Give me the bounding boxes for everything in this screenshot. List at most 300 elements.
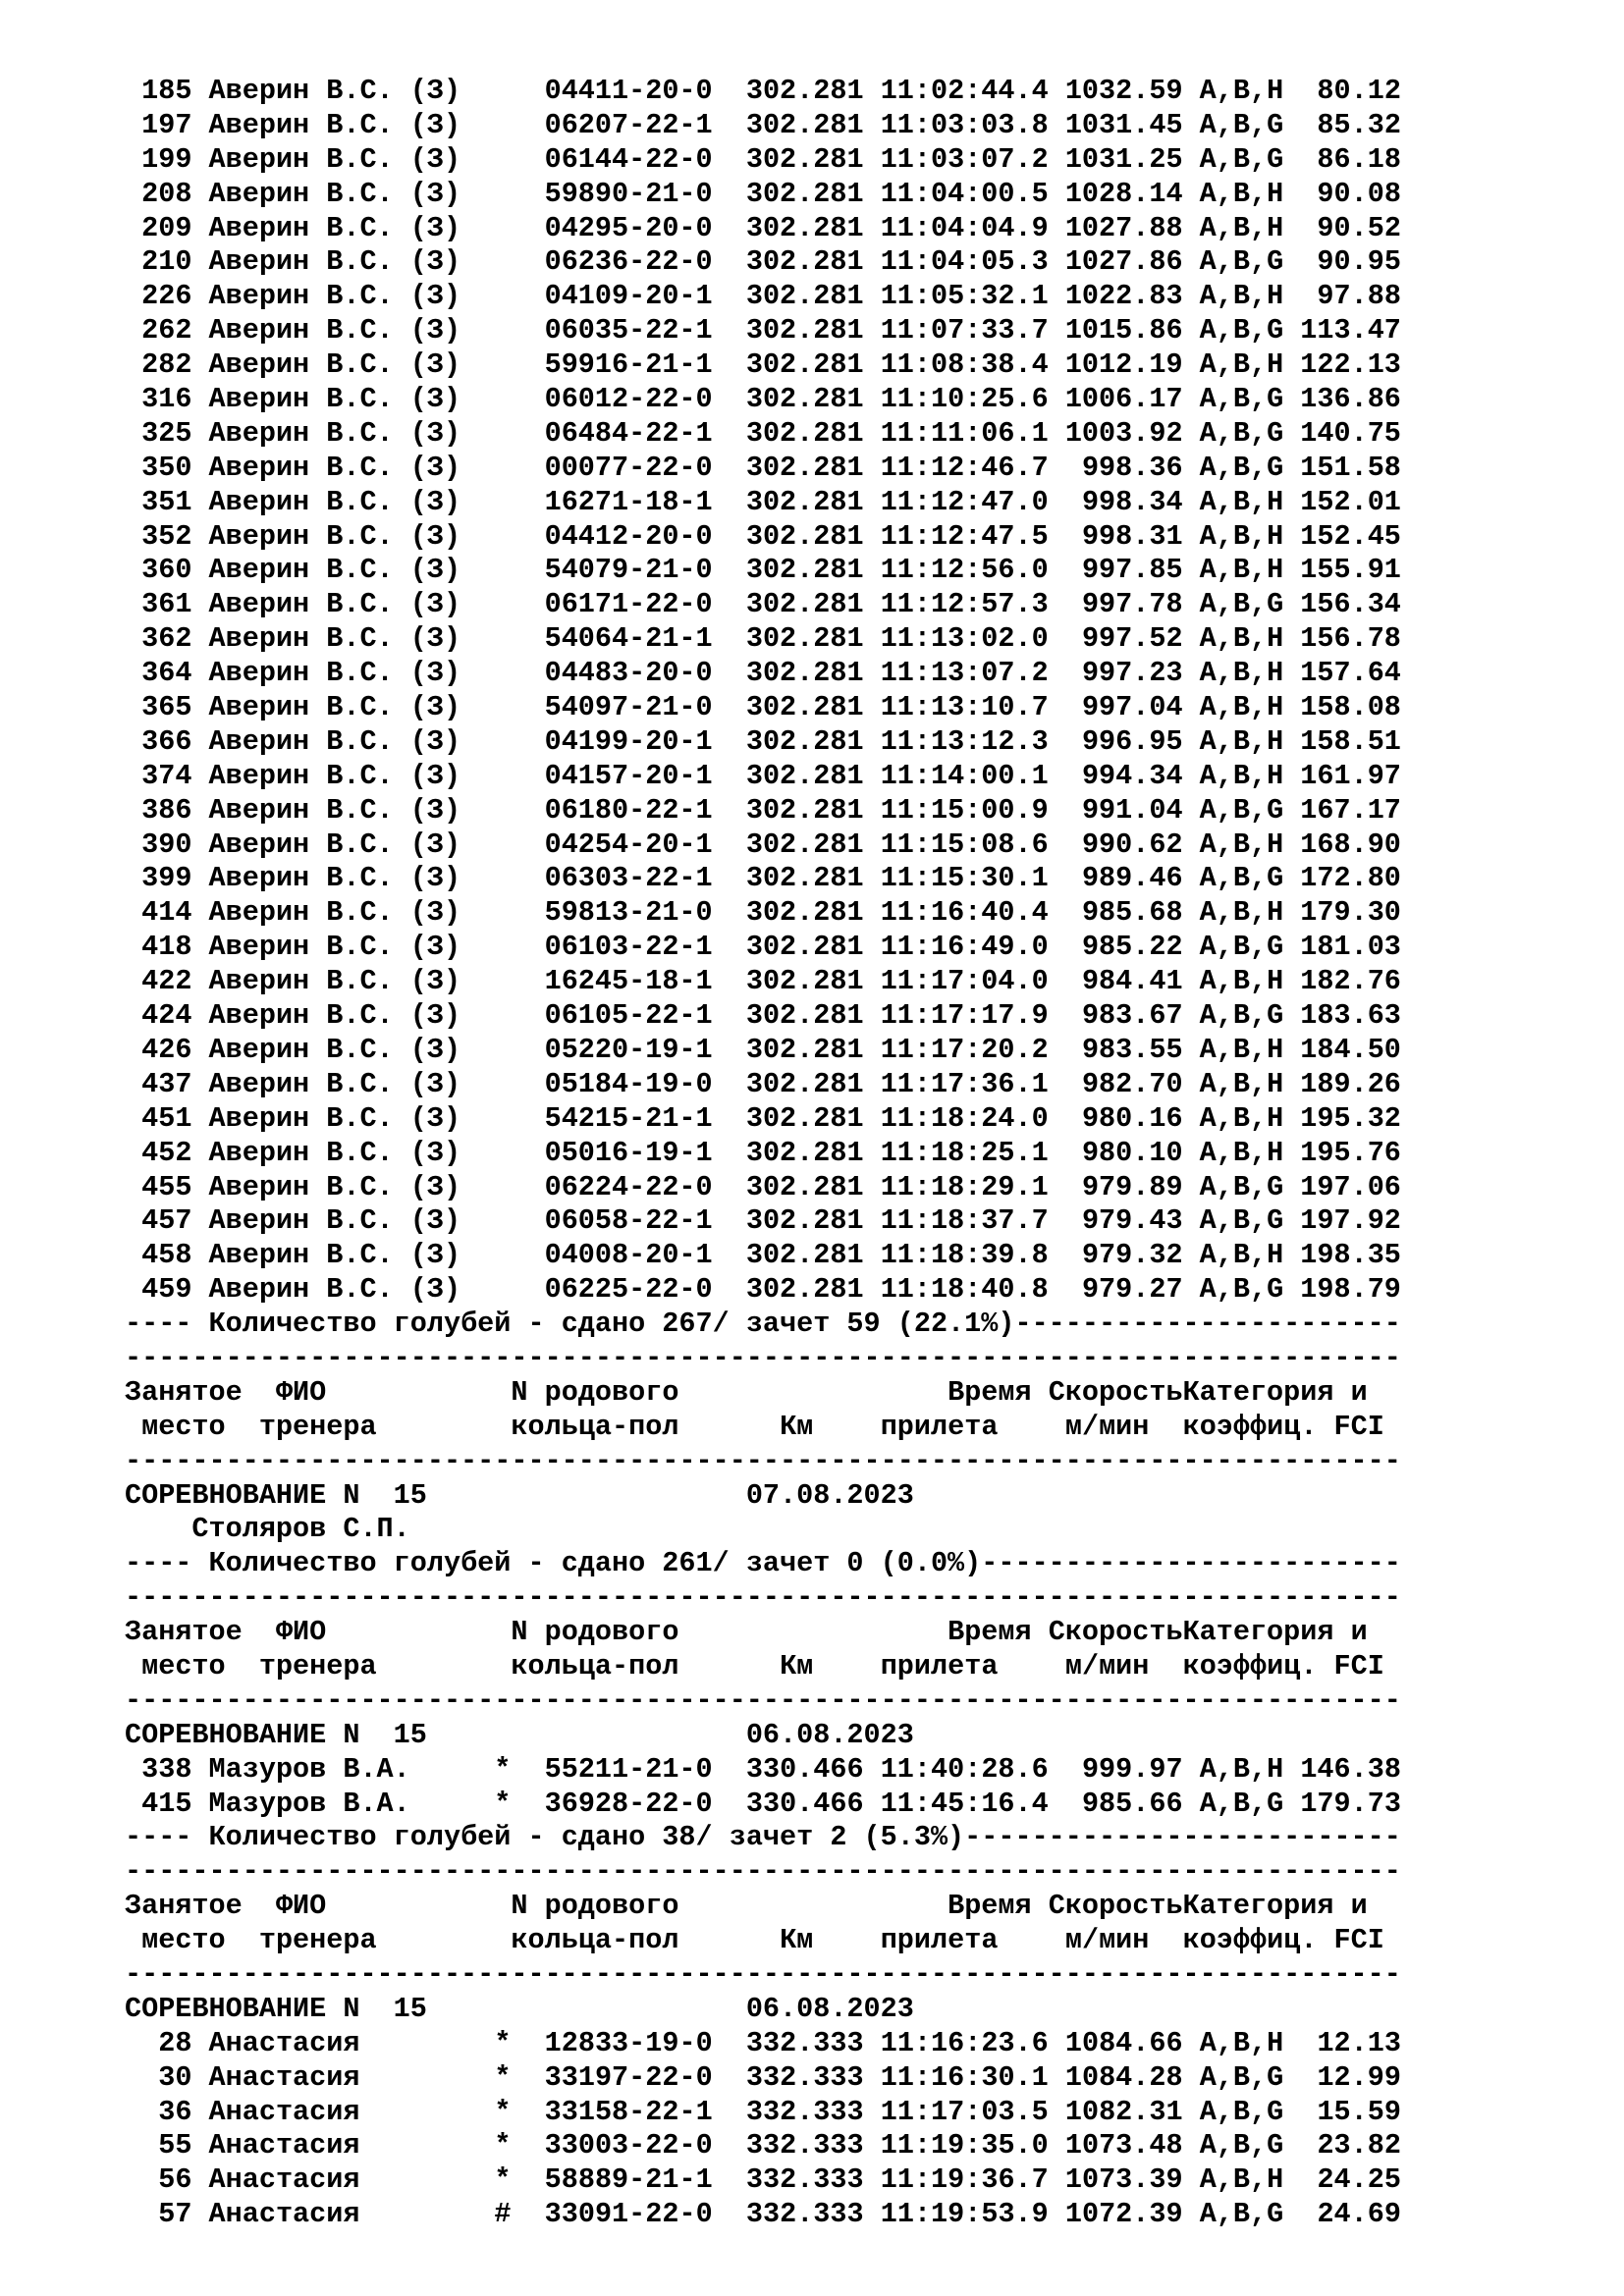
competition-title	[125, 1479, 1401, 1514]
name-cell: Аверин В.С. (З)	[208, 75, 461, 107]
table-row	[125, 896, 1401, 931]
km-cell: 302.281	[745, 416, 864, 450]
category-cell: A,B,G	[1199, 108, 1284, 141]
header-place: Занятое	[125, 1616, 243, 1649]
km-cell: 302.281	[745, 588, 864, 621]
fci-cell: 113.47	[1300, 314, 1401, 347]
category-cell: A,B,H	[1199, 280, 1284, 313]
speed-cell: 994.34	[1081, 759, 1183, 792]
place-cell: 386	[141, 793, 192, 827]
km-cell: 302.281	[745, 793, 864, 827]
km-cell: 302.281	[745, 1101, 864, 1135]
table-row	[125, 520, 1401, 555]
place-cell: 351	[141, 485, 192, 518]
header-time: прилета	[880, 1649, 999, 1682]
name-cell: Аверин В.С. (З)	[208, 1273, 461, 1307]
speed-cell: 1032.59	[1064, 75, 1183, 107]
speed-cell: 982.70	[1081, 1067, 1183, 1100]
km-cell: 302.281	[745, 519, 864, 553]
name-cell: Аверин В.С. (З)	[208, 1067, 461, 1100]
place-cell: 28	[158, 2026, 192, 2059]
time-cell: 11:12:47.0	[880, 485, 1049, 518]
header-ring: N родового	[511, 1375, 679, 1409]
category-cell: A,B,H	[1199, 1136, 1284, 1169]
separator-line: ----------------------------------------------------------------------------	[125, 1855, 1401, 1889]
speed-cell: 998.36	[1081, 451, 1183, 484]
speed-cell: 980.16	[1081, 1101, 1183, 1135]
name-cell: Аверин В.С. (З)	[208, 965, 461, 998]
summary-text: Количество голубей - сдано 261/ зачет 0 (0.0%)	[208, 1547, 982, 1580]
fci-cell: 197.92	[1300, 1204, 1401, 1238]
name-cell: Аверин В.С. (З)	[208, 383, 461, 416]
place-cell: 459	[141, 1273, 192, 1307]
speed-cell: 984.41	[1081, 965, 1183, 998]
fci-cell: 156.34	[1300, 588, 1401, 621]
speed-cell: 1022.83	[1064, 280, 1183, 313]
fci-cell: 156.78	[1300, 622, 1401, 656]
category-cell: A,B,H	[1199, 485, 1284, 518]
km-cell: 330.466	[745, 1787, 864, 1820]
km-cell: 302.281	[745, 828, 864, 861]
ring-cell: 54064-21-1	[544, 622, 713, 656]
time-cell: 11:12:57.3	[880, 588, 1049, 621]
table-row	[125, 452, 1401, 486]
category-cell: A,B,H	[1199, 896, 1284, 930]
speed-cell: 1073.48	[1064, 2129, 1183, 2163]
name-cell: Мазуров В.А.	[208, 1752, 410, 1786]
fci-cell: 23.82	[1317, 2129, 1401, 2163]
summary-line: ---- Количество голубей - сдано 38/ зачет 2 (5.3%)--------------------------	[125, 1821, 1401, 1854]
table-row	[125, 691, 1401, 725]
place-cell: 422	[141, 965, 192, 998]
time-cell: 11:03:03.8	[880, 108, 1049, 141]
category-cell: A,B,G	[1199, 999, 1284, 1033]
table-row	[125, 1753, 1401, 1788]
speed-cell: 1027.86	[1064, 245, 1183, 279]
speed-cell: 1003.92	[1064, 416, 1183, 450]
time-cell: 11:13:02.0	[880, 622, 1049, 656]
mark-cell: *	[494, 1787, 512, 1820]
category-cell: A,B,H	[1199, 622, 1284, 656]
competition-label: СОРЕВНОВАНИЕ N 15	[125, 1992, 427, 2025]
time-cell: 11:16:23.6	[880, 2026, 1049, 2059]
place-cell: 414	[141, 896, 192, 930]
km-cell: 302.281	[745, 177, 864, 210]
place-cell: 209	[141, 211, 192, 244]
time-cell: 11:18:37.7	[880, 1204, 1049, 1238]
fci-cell: 122.13	[1300, 348, 1401, 382]
category-cell: A,B,H	[1199, 519, 1284, 553]
dash-prefix: ----	[125, 1547, 192, 1580]
ring-cell: 59813-21-0	[544, 896, 713, 930]
name-cell: Аверин В.С. (З)	[208, 142, 461, 176]
results-document	[125, 75, 1401, 2232]
table-row	[125, 999, 1401, 1034]
competition-label: СОРЕВНОВАНИЕ N 15	[125, 1718, 427, 1751]
fci-cell: 182.76	[1300, 965, 1401, 998]
km-cell: 302.281	[745, 1136, 864, 1169]
km-cell: 302.281	[745, 1239, 864, 1272]
km-cell: 302.281	[745, 1273, 864, 1307]
header-fio: тренера	[258, 1410, 377, 1443]
speed-cell: 985.66	[1081, 1787, 1183, 1820]
place-cell: 350	[141, 451, 192, 484]
speed-cell: 1084.28	[1064, 2060, 1183, 2094]
time-cell: 11:11:06.1	[880, 416, 1049, 450]
ring-cell: 12833-19-0	[544, 2026, 713, 2059]
category-cell: A,B,G	[1199, 451, 1284, 484]
column-header-row	[125, 1376, 1401, 1411]
table-row	[125, 1273, 1401, 1308]
table-row	[125, 212, 1401, 246]
speed-cell: 997.85	[1081, 554, 1183, 587]
header-km: Км	[780, 1649, 814, 1682]
separator-line: ----------------------------------------------------------------------------	[125, 1444, 1401, 1477]
name-cell: Аверин В.С. (З)	[208, 691, 461, 724]
header-place: место	[141, 1410, 226, 1443]
km-cell: 302.281	[745, 1204, 864, 1238]
time-cell: 11:04:00.5	[880, 177, 1049, 210]
ring-cell: 06224-22-0	[544, 1170, 713, 1203]
header-category: коэффиц. FCI	[1182, 1649, 1384, 1682]
ring-cell: 05016-19-1	[544, 1136, 713, 1169]
km-cell: 302.281	[745, 245, 864, 279]
ring-cell: 54097-21-0	[544, 691, 713, 724]
table-row	[125, 2129, 1401, 2163]
summary-line: ---- Количество голубей - сдано 261/ зачет 0 (0.0%)-------------------------	[125, 1547, 1401, 1580]
table-row	[125, 348, 1401, 383]
fci-cell: 195.32	[1300, 1101, 1401, 1135]
speed-cell: 1031.25	[1064, 142, 1183, 176]
time-cell: 11:18:25.1	[880, 1136, 1049, 1169]
header-ring: кольца-пол	[511, 1924, 679, 1957]
time-cell: 11:18:24.0	[880, 1101, 1049, 1135]
fci-cell: 167.17	[1300, 793, 1401, 827]
name-cell: Аверин В.С. (З)	[208, 245, 461, 279]
table-row	[125, 760, 1401, 794]
fci-cell: 184.50	[1300, 1033, 1401, 1066]
speed-cell: 983.55	[1081, 1033, 1183, 1066]
header-speed: Скорость	[1048, 1375, 1183, 1409]
header-ring: N родового	[511, 1890, 679, 1923]
header-category: Категория и	[1182, 1890, 1368, 1923]
table-row	[125, 725, 1401, 760]
header-fio: тренера	[258, 1649, 377, 1682]
table-row	[125, 1239, 1401, 1273]
header-category: Категория и	[1182, 1616, 1368, 1649]
km-cell: 302.281	[745, 211, 864, 244]
fci-cell: 179.73	[1300, 1787, 1401, 1820]
ring-cell: 04008-20-1	[544, 1239, 713, 1272]
time-cell: 11:03:07.2	[880, 142, 1049, 176]
name-cell: Аверин В.С. (З)	[208, 1170, 461, 1203]
fci-cell: 152.45	[1300, 519, 1401, 553]
speed-cell: 1072.39	[1064, 2198, 1183, 2231]
category-cell: A,B,G	[1199, 2198, 1284, 2231]
ring-cell: 06144-22-0	[544, 142, 713, 176]
km-cell: 302.281	[745, 314, 864, 347]
category-cell: A,B,H	[1199, 1752, 1284, 1786]
ring-cell: 55211-21-0	[544, 1752, 713, 1786]
fci-cell: 198.35	[1300, 1239, 1401, 1272]
ring-cell: 04411-20-0	[544, 75, 713, 107]
speed-cell: 1082.31	[1064, 2095, 1183, 2128]
place-cell: 457	[141, 1204, 192, 1238]
time-cell: 11:17:03.5	[880, 2095, 1049, 2128]
table-row	[125, 143, 1401, 178]
name-cell: Аверин В.С. (З)	[208, 588, 461, 621]
time-cell: 11:07:33.7	[880, 314, 1049, 347]
speed-cell: 1006.17	[1064, 383, 1183, 416]
header-km: Км	[780, 1410, 814, 1443]
fci-cell: 197.06	[1300, 1170, 1401, 1203]
name-cell: Аверин В.С. (З)	[208, 999, 461, 1033]
fci-cell: 136.86	[1300, 383, 1401, 416]
fci-cell: 146.38	[1300, 1752, 1401, 1786]
km-cell: 302.281	[745, 724, 864, 758]
mark-cell: *	[494, 2026, 512, 2059]
time-cell: 11:40:28.6	[880, 1752, 1049, 1786]
table-row	[125, 280, 1401, 314]
speed-cell: 1027.88	[1064, 211, 1183, 244]
place-cell: 338	[141, 1752, 192, 1786]
km-cell: 332.333	[745, 2198, 864, 2231]
category-cell: A,B,G	[1199, 862, 1284, 895]
time-cell: 11:13:07.2	[880, 657, 1049, 690]
km-cell: 302.281	[745, 1067, 864, 1100]
place-cell: 426	[141, 1033, 192, 1066]
table-row	[125, 965, 1401, 999]
ring-cell: 54079-21-0	[544, 554, 713, 587]
km-cell: 302.281	[745, 554, 864, 587]
table-row	[125, 417, 1401, 452]
ring-cell: 33091-22-0	[544, 2198, 713, 2231]
competition-label: СОРЕВНОВАНИЕ N 15	[125, 1478, 427, 1512]
ring-cell: 58889-21-1	[544, 2163, 713, 2197]
speed-cell: 997.23	[1081, 657, 1183, 690]
fci-cell: 15.59	[1317, 2095, 1401, 2128]
header-time: прилета	[880, 1410, 999, 1443]
fci-cell: 183.63	[1300, 999, 1401, 1033]
speed-cell: 979.43	[1081, 1204, 1183, 1238]
ring-cell: 06225-22-0	[544, 1273, 713, 1307]
category-cell: A,B,G	[1199, 2129, 1284, 2163]
table-row	[125, 2163, 1401, 2198]
fci-cell: 152.01	[1300, 485, 1401, 518]
ring-cell: 06105-22-1	[544, 999, 713, 1033]
time-cell: 11:17:17.9	[880, 999, 1049, 1033]
mark-cell: *	[494, 1752, 512, 1786]
header-place: место	[141, 1924, 226, 1957]
time-cell: 11:12:46.7	[880, 451, 1049, 484]
fci-cell: 86.18	[1317, 142, 1401, 176]
header-category: коэффиц. FCI	[1182, 1410, 1384, 1443]
mark-cell: *	[494, 2129, 512, 2163]
km-cell: 302.281	[745, 1033, 864, 1066]
header-ring: кольца-пол	[511, 1649, 679, 1682]
name-cell: Аверин В.С. (З)	[208, 211, 461, 244]
name-cell: Аверин В.С. (З)	[208, 519, 461, 553]
km-cell: 332.333	[745, 2060, 864, 2094]
fci-cell: 24.25	[1317, 2163, 1401, 2197]
place-cell: 415	[141, 1787, 192, 1820]
place-cell: 424	[141, 999, 192, 1033]
speed-cell: 979.32	[1081, 1239, 1183, 1272]
name-cell: Аверин В.С. (З)	[208, 108, 461, 141]
header-time: Время	[947, 1375, 1032, 1409]
km-cell: 302.281	[745, 896, 864, 930]
header-speed: Скорость	[1048, 1890, 1183, 1923]
ring-cell: 33197-22-0	[544, 2060, 713, 2094]
time-cell: 11:16:40.4	[880, 896, 1049, 930]
fci-cell: 158.08	[1300, 691, 1401, 724]
time-cell: 11:13:10.7	[880, 691, 1049, 724]
time-cell: 11:15:30.1	[880, 862, 1049, 895]
km-cell: 332.333	[745, 2095, 864, 2128]
category-cell: A,B,H	[1199, 1033, 1284, 1066]
table-row	[125, 1034, 1401, 1068]
header-place: Занятое	[125, 1890, 243, 1923]
time-cell: 11:19:35.0	[880, 2129, 1049, 2163]
table-row	[125, 1204, 1401, 1239]
category-cell: A,B,G	[1199, 142, 1284, 176]
table-row	[125, 2096, 1401, 2130]
ring-cell: 33003-22-0	[544, 2129, 713, 2163]
ring-cell: 04483-20-0	[544, 657, 713, 690]
km-cell: 302.281	[745, 108, 864, 141]
separator-line: ----------------------------------------------------------------------------	[125, 1581, 1401, 1615]
ring-cell: 54215-21-1	[544, 1101, 713, 1135]
column-header-row	[125, 1650, 1401, 1684]
km-cell: 302.281	[745, 759, 864, 792]
name-cell: Мазуров В.А.	[208, 1787, 410, 1820]
name-cell: Анастасия	[208, 2095, 360, 2128]
ring-cell: 06035-22-1	[544, 314, 713, 347]
trainer-name-line	[125, 1513, 1401, 1547]
ring-cell: 36928-22-0	[544, 1787, 713, 1820]
table-row	[125, 1102, 1401, 1137]
place-cell: 362	[141, 622, 192, 656]
time-cell: 11:16:30.1	[880, 2060, 1049, 2094]
time-cell: 11:04:05.3	[880, 245, 1049, 279]
table-row	[125, 2061, 1401, 2096]
separator-line: ----------------------------------------------------------------------------	[125, 1957, 1401, 1991]
time-cell: 11:10:25.6	[880, 383, 1049, 416]
table-row	[125, 314, 1401, 348]
competition-date: 06.08.2023	[745, 1718, 914, 1751]
header-speed: м/мин	[1064, 1410, 1150, 1443]
header-fio: ФИО	[275, 1375, 327, 1409]
table-row	[125, 588, 1401, 622]
km-cell: 332.333	[745, 2129, 864, 2163]
time-cell: 11:19:53.9	[880, 2198, 1049, 2231]
ring-cell: 06484-22-1	[544, 416, 713, 450]
fci-cell: 195.76	[1300, 1136, 1401, 1169]
km-cell: 302.281	[745, 348, 864, 382]
mark-cell: #	[494, 2198, 512, 2231]
km-cell: 302.281	[745, 999, 864, 1033]
km-cell: 302.281	[745, 383, 864, 416]
speed-cell: 996.95	[1081, 724, 1183, 758]
category-cell: A,B,H	[1199, 2026, 1284, 2059]
time-cell: 11:17:20.2	[880, 1033, 1049, 1066]
speed-cell: 979.27	[1081, 1273, 1183, 1307]
name-cell: Аверин В.С. (З)	[208, 451, 461, 484]
speed-cell: 997.52	[1081, 622, 1183, 656]
header-ring: N родового	[511, 1616, 679, 1649]
header-fio: тренера	[258, 1924, 377, 1957]
ring-cell: 04295-20-0	[544, 211, 713, 244]
speed-cell: 983.67	[1081, 999, 1183, 1033]
km-cell: 302.281	[745, 965, 864, 998]
header-ring: кольца-пол	[511, 1410, 679, 1443]
header-category: коэффиц. FCI	[1182, 1924, 1384, 1957]
competition-date: 07.08.2023	[745, 1478, 914, 1512]
name-cell: Аверин В.С. (З)	[208, 657, 461, 690]
competition-date: 06.08.2023	[745, 1992, 914, 2025]
place-cell: 437	[141, 1067, 192, 1100]
fci-cell: 90.52	[1317, 211, 1401, 244]
table-row	[125, 109, 1401, 143]
km-cell: 302.281	[745, 280, 864, 313]
category-cell: A,B,G	[1199, 1170, 1284, 1203]
fci-cell: 157.64	[1300, 657, 1401, 690]
name-cell: Аверин В.С. (З)	[208, 1204, 461, 1238]
km-cell: 302.281	[745, 451, 864, 484]
speed-cell: 998.31	[1081, 519, 1183, 553]
place-cell: 30	[158, 2060, 192, 2094]
place-cell: 55	[158, 2129, 192, 2163]
time-cell: 11:19:36.7	[880, 2163, 1049, 2197]
header-category: Категория и	[1182, 1375, 1368, 1409]
time-cell: 11:16:49.0	[880, 931, 1049, 964]
ring-cell: 06207-22-1	[544, 108, 713, 141]
mark-cell: *	[494, 2095, 512, 2128]
table-row	[125, 178, 1401, 212]
table-row	[125, 2027, 1401, 2061]
speed-cell: 990.62	[1081, 828, 1183, 861]
place-cell: 364	[141, 657, 192, 690]
dash-prefix: ----	[125, 1821, 192, 1854]
table-row	[125, 486, 1401, 520]
name-cell: Аверин В.С. (З)	[208, 348, 461, 382]
ring-cell: 04254-20-1	[544, 828, 713, 861]
table-row	[125, 622, 1401, 657]
summary-line: ---- Количество голубей - сдано 267/ зачет 59 (22.1%)-----------------------	[125, 1308, 1401, 1341]
column-header-row	[125, 1890, 1401, 1924]
column-header-row	[125, 1411, 1401, 1445]
place-cell: 452	[141, 1136, 192, 1169]
header-km: Км	[780, 1924, 814, 1957]
name-cell: Аверин В.С. (З)	[208, 622, 461, 656]
category-cell: A,B,G	[1199, 383, 1284, 416]
category-cell: A,B,H	[1199, 1067, 1284, 1100]
fci-cell: 12.13	[1317, 2026, 1401, 2059]
ring-cell: 05184-19-0	[544, 1067, 713, 1100]
place-cell: 451	[141, 1101, 192, 1135]
time-cell: 11:45:16.4	[880, 1787, 1049, 1820]
time-cell: 11:12:56.0	[880, 554, 1049, 587]
ring-cell: 33158-22-1	[544, 2095, 713, 2128]
table-row	[125, 1137, 1401, 1171]
place-cell: 56	[158, 2163, 192, 2197]
name-cell: Аверин В.С. (З)	[208, 1033, 461, 1066]
place-cell: 316	[141, 383, 192, 416]
name-cell: Аверин В.С. (З)	[208, 554, 461, 587]
category-cell: A,B,G	[1199, 245, 1284, 279]
table-row	[125, 931, 1401, 965]
speed-cell: 989.46	[1081, 862, 1183, 895]
